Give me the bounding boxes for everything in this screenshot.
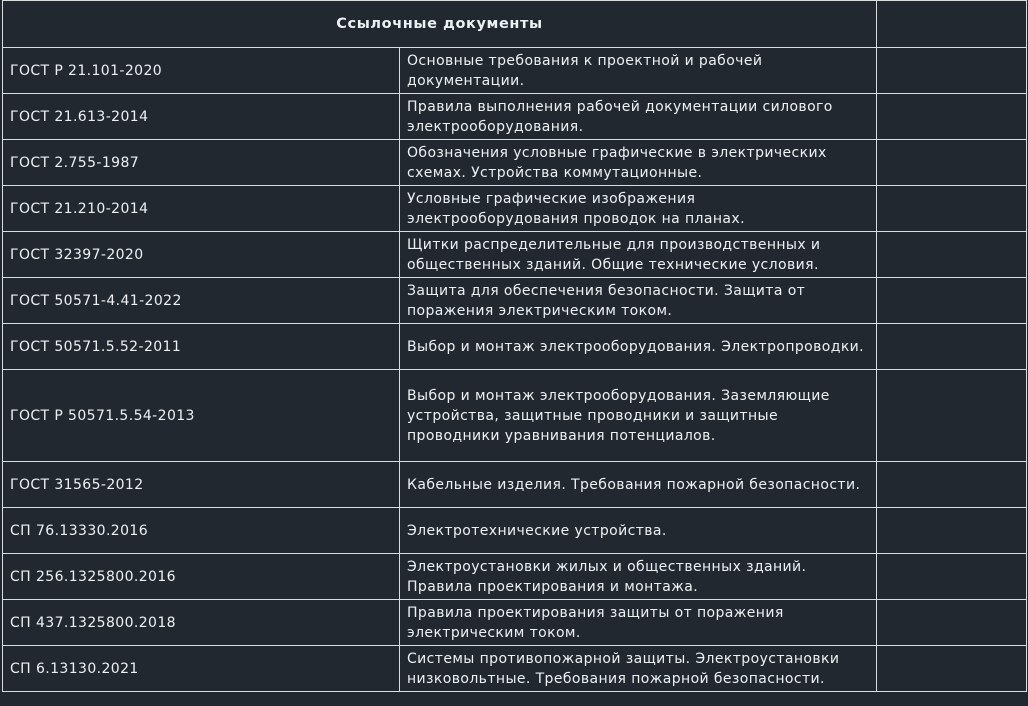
empty-cell: [877, 94, 1027, 140]
table-row: [3, 508, 1027, 554]
document-name: Системы противопожарной защиты. Электроустановки низковольтные. Требования пожарной безопасности.: [400, 646, 877, 692]
table-row: [3, 48, 1027, 94]
empty-cell: [877, 232, 1027, 278]
document-code: ГОСТ 32397-2020: [3, 232, 400, 278]
empty-cell: [877, 370, 1027, 462]
empty-cell: [877, 140, 1027, 186]
table-row: [3, 646, 1027, 692]
document-name: Правила выполнения рабочей документации силового электрооборудования.: [400, 94, 877, 140]
document-code: ГОСТ Р 50571.5.54-2013: [3, 370, 400, 462]
document-name: Кабельные изделия. Требования пожарной безопасности.: [400, 462, 877, 508]
table-row: [3, 462, 1027, 508]
empty-cell: [877, 508, 1027, 554]
document-code: ГОСТ 21.210-2014: [3, 186, 400, 232]
table-title: Ссылочные документы: [3, 1, 877, 48]
document-name: Обозначения условные графические в электрических схемах. Устройства коммутационные.: [400, 140, 877, 186]
table-row: [3, 324, 1027, 370]
document-name: Электротехнические устройства.: [400, 508, 877, 554]
document-code: ГОСТ 21.613-2014: [3, 94, 400, 140]
document-code: ГОСТ 2.755-1987: [3, 140, 400, 186]
document-name: Условные графические изображения электрооборудования проводок на планах.: [400, 186, 877, 232]
document-name: Электроустановки жилых и общественных зданий. Правила проектирования и монтажа.: [400, 554, 877, 600]
document-name: Основные требования к проектной и рабочей документации.: [400, 48, 877, 94]
document-code: СП 256.1325800.2016: [3, 554, 400, 600]
header-extra-cell: [877, 1, 1027, 48]
empty-cell: [877, 48, 1027, 94]
empty-cell: [877, 324, 1027, 370]
table-row: [3, 186, 1027, 232]
document-name: Выбор и монтаж электрооборудования. Заземляющие устройства, защитные проводники и защитные проводники уравнивания потенциалов.: [400, 370, 877, 462]
empty-cell: [877, 462, 1027, 508]
document-code: СП 437.1325800.2018: [3, 600, 400, 646]
document-code: ГОСТ Р 21.101-2020: [3, 48, 400, 94]
document-code: ГОСТ 31565-2012: [3, 462, 400, 508]
table-row: [3, 278, 1027, 324]
document-name: Щитки распределительные для производственных и общественных зданий. Общие технические условия.: [400, 232, 877, 278]
document-name: Выбор и монтаж электрооборудования. Электропроводки.: [400, 324, 877, 370]
document-code: ГОСТ 50571-4.41-2022: [3, 278, 400, 324]
table-row: [3, 94, 1027, 140]
table-row: [3, 600, 1027, 646]
table-row: [3, 370, 1027, 462]
empty-cell: [877, 186, 1027, 232]
document-name: Правила проектирования защиты от поражения электрическим током.: [400, 600, 877, 646]
document-code: СП 6.13130.2021: [3, 646, 400, 692]
table-row: [3, 554, 1027, 600]
table-row: [3, 140, 1027, 186]
empty-cell: [877, 278, 1027, 324]
document-code: ГОСТ 50571.5.52-2011: [3, 324, 400, 370]
empty-cell: [877, 600, 1027, 646]
reference-documents-table: [2, 0, 1027, 692]
document-name: Защита для обеспечения безопасности. Защита от поражения электрическим током.: [400, 278, 877, 324]
empty-cell: [877, 554, 1027, 600]
empty-cell: [877, 646, 1027, 692]
document-code: СП 76.13330.2016: [3, 508, 400, 554]
table-row: [3, 232, 1027, 278]
table-header-row: [3, 1, 1027, 48]
